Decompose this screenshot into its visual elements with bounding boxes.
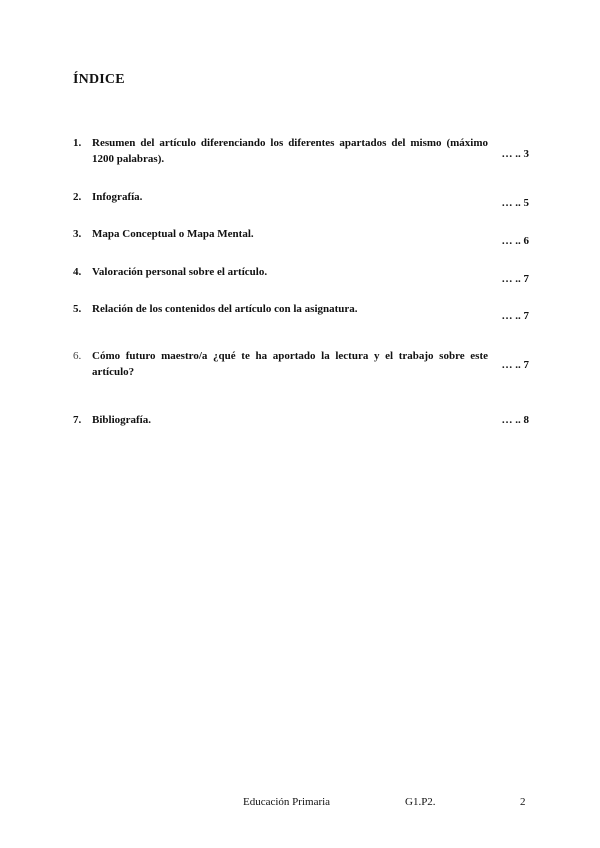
toc-entry-text: Infografía. <box>92 191 143 203</box>
footer-program: Educación Primaria <box>243 796 331 808</box>
toc-entry-number: 7. <box>73 414 82 426</box>
toc-entry-text: Valoración personal sobre el artículo. <box>92 266 268 278</box>
toc-entry-page: … .. 5 <box>501 197 529 209</box>
footer-page-number: 2 <box>520 796 526 808</box>
toc-entry-text: Resumen del artículo diferenciando los diferentes apartados del mismo (máximo 1200 palabras). <box>92 137 488 165</box>
toc-entry-text: Bibliografía. <box>92 414 151 426</box>
toc-entry-number: 5. <box>73 303 82 315</box>
footer-group: G1.P2. <box>405 796 436 808</box>
toc-entry-page: … .. 6 <box>501 235 529 247</box>
toc-entry-number: 2. <box>73 191 82 203</box>
toc-entry-text: Cómo futuro maestro/a ¿qué te ha aportado la lectura y el trabajo sobre este artículo? <box>92 350 488 378</box>
toc-entry-page: … .. 7 <box>501 310 529 322</box>
toc-entry-text: Relación de los contenidos del artículo con la asignatura. <box>92 303 358 315</box>
toc-entry-page: … .. 3 <box>501 148 529 160</box>
toc-entry-number: 6. <box>73 350 82 362</box>
toc-entry-page: … .. 7 <box>501 273 529 285</box>
toc-entry-number: 3. <box>73 228 82 240</box>
toc-entry-page: … .. 7 <box>501 359 529 371</box>
toc-entry-number: 4. <box>73 266 82 278</box>
toc-entry-number: 1. <box>73 137 82 149</box>
toc-entry-text: Mapa Conceptual o Mapa Mental. <box>92 228 254 240</box>
toc-entry-page: … .. 8 <box>501 414 529 426</box>
page-title: ÍNDICE <box>73 72 125 87</box>
